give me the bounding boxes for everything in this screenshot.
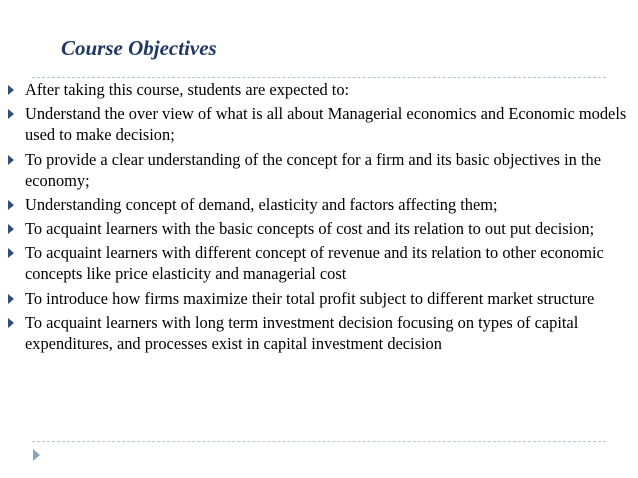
bullet-text: Understanding concept of demand, elasticity and factors affecting them;: [25, 194, 498, 214]
list-item: [8, 149, 633, 191]
bullet-text: To provide a clear understanding of the concept for a firm and its basic objectives in the economy;: [25, 149, 601, 190]
triangle-bullet-icon: [8, 224, 14, 234]
triangle-bullet-icon: [8, 200, 14, 210]
triangle-bullet-icon: [8, 294, 14, 304]
triangle-bullet-icon: [8, 109, 14, 119]
list-item: [8, 103, 633, 145]
objectives-list: [8, 79, 633, 357]
triangle-bullet-icon: [8, 318, 14, 328]
triangle-bullet-icon: [8, 155, 14, 165]
bullet-text: To acquaint learners with the basic concepts of cost and its relation to out put decision;: [25, 219, 595, 239]
list-item: [8, 312, 633, 354]
bullet-text: After taking this course, students are expected to:: [25, 80, 350, 99]
bullet-text: To acquaint learners with different concept of revenue and its relation to other economic concepts like price elasticity and managerial cost: [25, 243, 604, 284]
bullet-text: Understand the over view of what is all about Managerial economics and Economic models used to make decision;: [25, 104, 627, 145]
list-item: [8, 218, 633, 239]
list-item: [8, 242, 633, 284]
bottom-divider: [32, 441, 606, 442]
top-divider: [32, 77, 606, 78]
slide-title: Course Objectives: [61, 36, 217, 60]
bullet-text: To introduce how firms maximize their total profit subject to different market structure: [25, 288, 595, 308]
triangle-bullet-icon: [8, 248, 14, 258]
list-item: [8, 194, 633, 215]
list-item: [8, 288, 633, 309]
triangle-bullet-icon: [8, 85, 14, 95]
list-item: [8, 79, 633, 100]
footer-triangle-icon: [33, 449, 40, 461]
bullet-text: To acquaint learners with long term investment decision focusing on types of capital expenditures, and processes exist in capital investment decision: [25, 313, 579, 354]
